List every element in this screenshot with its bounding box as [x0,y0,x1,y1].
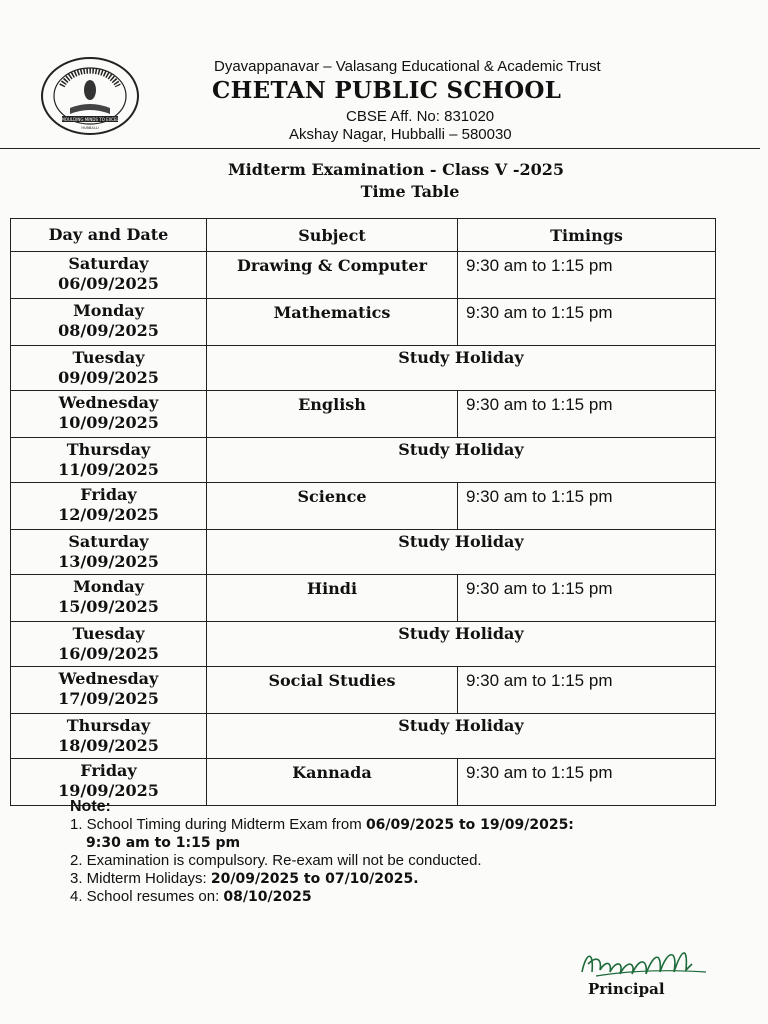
subject-cell: Social Studies [207,667,458,714]
day-label: Tuesday [72,348,145,367]
study-holiday-cell: Study Holiday [207,530,716,575]
day-label: Monday [73,577,144,596]
date-label: 08/09/2025 [58,321,159,340]
date-label: 11/09/2025 [58,460,159,479]
day-label: Wednesday [58,669,159,688]
day-date-cell [11,530,207,575]
table-row [11,714,716,759]
note-item-4: 4. School resumes on: 08/10/2025 [70,888,312,905]
table-row [11,438,716,483]
table-row [11,346,716,391]
timing-cell: 9:30 am to 1:15 pm [458,483,716,530]
timing-cell: 9:30 am to 1:15 pm [458,391,716,438]
note-item-3: 3. Midterm Holidays: 20/09/2025 to 07/10/2025. [70,870,419,887]
table-row [11,622,716,667]
day-label: Friday [80,761,137,780]
header-timings: Timings [458,219,716,252]
note-item-1-cont: 9:30 am to 1:15 pm [86,835,241,851]
study-holiday-cell: Study Holiday [207,438,716,483]
table-row [11,483,716,530]
subject-cell: Drawing & Computer [207,252,458,299]
study-holiday-cell: Study Holiday [207,346,716,391]
header-day-date: Day and Date [11,219,207,252]
date-label: 15/09/2025 [58,597,159,616]
subject-cell: English [207,391,458,438]
day-label: Friday [80,485,137,504]
day-label: Monday [73,301,144,320]
signature-text: Kadugaddi [576,942,582,943]
day-date-cell [11,252,207,299]
day-label: Tuesday [72,624,145,643]
note-item-2: 2. Examination is compulsory. Re-exam will not be conducted. [70,852,482,869]
subject-cell: Hindi [207,575,458,622]
day-date-cell [11,346,207,391]
header-divider [0,148,760,149]
school-name: CHETAN PUBLIC SCHOOL [212,77,562,104]
day-date-cell [11,438,207,483]
day-date-cell [11,667,207,714]
date-label: 09/09/2025 [58,368,159,387]
principal-label: Principal [588,980,665,998]
school-address: Akshay Nagar, Hubballi – 580030 [289,126,512,143]
timing-cell: 9:30 am to 1:15 pm [458,575,716,622]
day-date-cell [11,714,207,759]
table-row [11,252,716,299]
logo-place: HUBBALLI [81,126,99,130]
school-logo [40,56,140,136]
timing-cell: 9:30 am to 1:15 pm [458,252,716,299]
date-label: 12/09/2025 [58,505,159,524]
timetable-subtitle: Time Table [360,182,460,201]
school-header [212,58,692,143]
day-label: Thursday [66,440,151,459]
table-row [11,575,716,622]
date-label: 06/09/2025 [58,274,159,293]
date-label: 16/09/2025 [58,644,159,663]
principal-signature [576,942,726,982]
date-label: 17/09/2025 [58,689,159,708]
notes-section [70,798,574,906]
trust-name: Dyavappanavar – Valasang Educational & Academic Trust [214,58,601,75]
table-row [11,391,716,438]
note-item-1: 1. School Timing during Midterm Exam from 06/09/2025 to 19/09/2025: [70,816,574,833]
logo-motto: MOULDING MINDS TO EXCEL [61,117,119,122]
table-header-row [11,219,716,252]
day-date-cell [11,622,207,667]
subject-cell: Kannada [207,759,458,806]
day-date-cell [11,575,207,622]
day-date-cell [11,391,207,438]
date-label: 18/09/2025 [58,736,159,755]
subject-cell: Science [207,483,458,530]
timing-cell: 9:30 am to 1:15 pm [458,299,716,346]
table-row [11,530,716,575]
timing-cell: 9:30 am to 1:15 pm [458,759,716,806]
study-holiday-cell: Study Holiday [207,714,716,759]
date-label: 13/09/2025 [58,552,159,571]
day-date-cell [11,299,207,346]
day-label: Thursday [66,716,151,735]
subject-cell: Mathematics [207,299,458,346]
date-label: 10/09/2025 [58,413,159,432]
day-label: Saturday [68,532,149,551]
day-label: Saturday [68,254,149,273]
day-label: Wednesday [58,393,159,412]
timetable [10,218,716,806]
affiliation-number: CBSE Aff. No: 831020 [346,108,495,125]
timing-cell: 9:30 am to 1:15 pm [458,667,716,714]
date-label: 19/09/2025 [58,781,159,800]
day-date-cell [11,483,207,530]
table-row [11,299,716,346]
table-row [11,667,716,714]
note-title: Note: [70,798,111,815]
header-subject: Subject [207,219,458,252]
exam-title: Midterm Examination - Class V -2025 [227,160,565,179]
study-holiday-cell: Study Holiday [207,622,716,667]
